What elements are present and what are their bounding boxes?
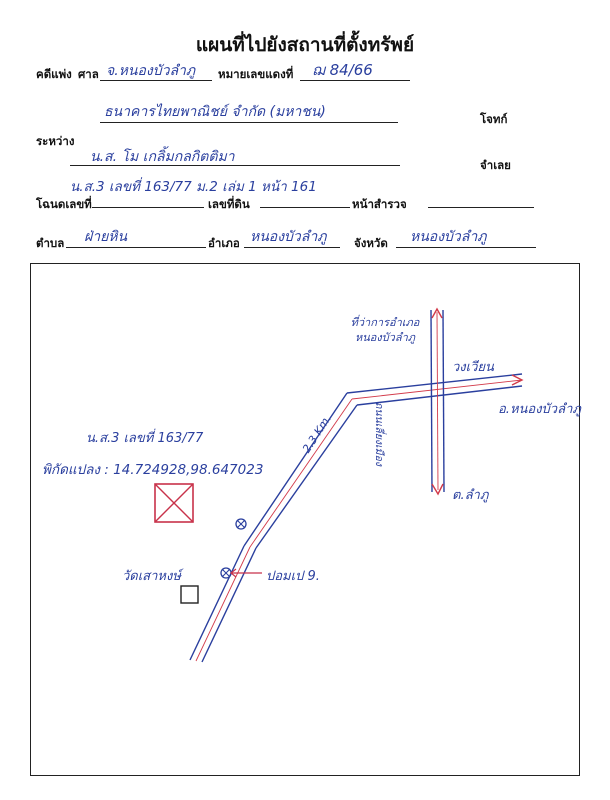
deed-label: โฉนดเลขที่	[36, 197, 92, 211]
vertical-road-label: ถนนเลี่ยงเมือง	[373, 402, 385, 466]
defendant-role: จำเลย	[480, 158, 511, 172]
east-arrow-icon	[512, 375, 522, 385]
court-value: จ.หนองบัวลำภู	[106, 63, 196, 79]
east-label: วงเวียน	[452, 360, 494, 375]
temple-label: วัดเสาหงษ์	[122, 569, 181, 584]
page-title: แผนที่ไปยังสถานที่ตั้งทรัพย์	[195, 34, 415, 56]
province-value: หนองบัวลำภู	[410, 229, 487, 245]
plaintiff-value: ธนาคารไทยพาณิชย์ จำกัด (มหาชน)	[104, 104, 326, 120]
diagonal-road-center	[250, 399, 352, 547]
between-label: ระหว่าง	[36, 134, 75, 148]
south-arrow-icon	[432, 484, 443, 494]
subdistrict-label: ตำบล	[36, 236, 65, 250]
pole-marker-icon	[236, 519, 246, 529]
pole-marker-icon	[221, 568, 231, 578]
red-case-label: หมายเลขแดงที่	[218, 67, 294, 81]
temple-icon	[181, 586, 198, 603]
coordinates-label: พิกัดแปลง : 14.724928,98.647023	[42, 462, 264, 478]
plaintiff-role: โจทก์	[480, 112, 508, 126]
district-office-label: ที่ว่าการอำเภอหนองบัวลำภู	[350, 316, 420, 344]
district-value: หนองบัวลำภู	[250, 229, 327, 245]
diagonal-road-label: 2.3 Km.	[300, 412, 335, 456]
case-label: คดีแพ่ง	[36, 67, 72, 81]
land-no-label: เลขที่ดิน	[208, 197, 250, 211]
lower-road-center	[196, 547, 250, 661]
province-label: จังหวัด	[354, 236, 388, 250]
survey-label: หน้าสำรวจ	[352, 197, 407, 211]
diagonal-road-right-edge	[256, 405, 357, 548]
title-deed-note: น.ส.3 เลขที่ 163/77 ม.2 เล่ม 1 หน้า 161	[70, 179, 317, 195]
pole-label: ปอมเป 9.	[266, 569, 320, 584]
district-label: อำเภอ	[208, 236, 240, 250]
property-title-label: น.ส.3 เลขที่ 163/77	[86, 431, 204, 446]
defendant-value: น.ส. โม เกลิ้มกลกิตติมา	[90, 149, 235, 165]
south-label: ต.ลำภู	[452, 488, 489, 503]
east-destination-label: อ.หนองบัวลำภู	[498, 402, 581, 417]
red-case-value: ฌ 84/66	[312, 61, 373, 79]
subdistrict-value: ฝ่ายหิน	[84, 229, 128, 245]
court-label: ศาล	[78, 67, 99, 81]
vertical-road-right-edge	[443, 310, 444, 492]
lower-road-right-edge	[202, 548, 256, 662]
